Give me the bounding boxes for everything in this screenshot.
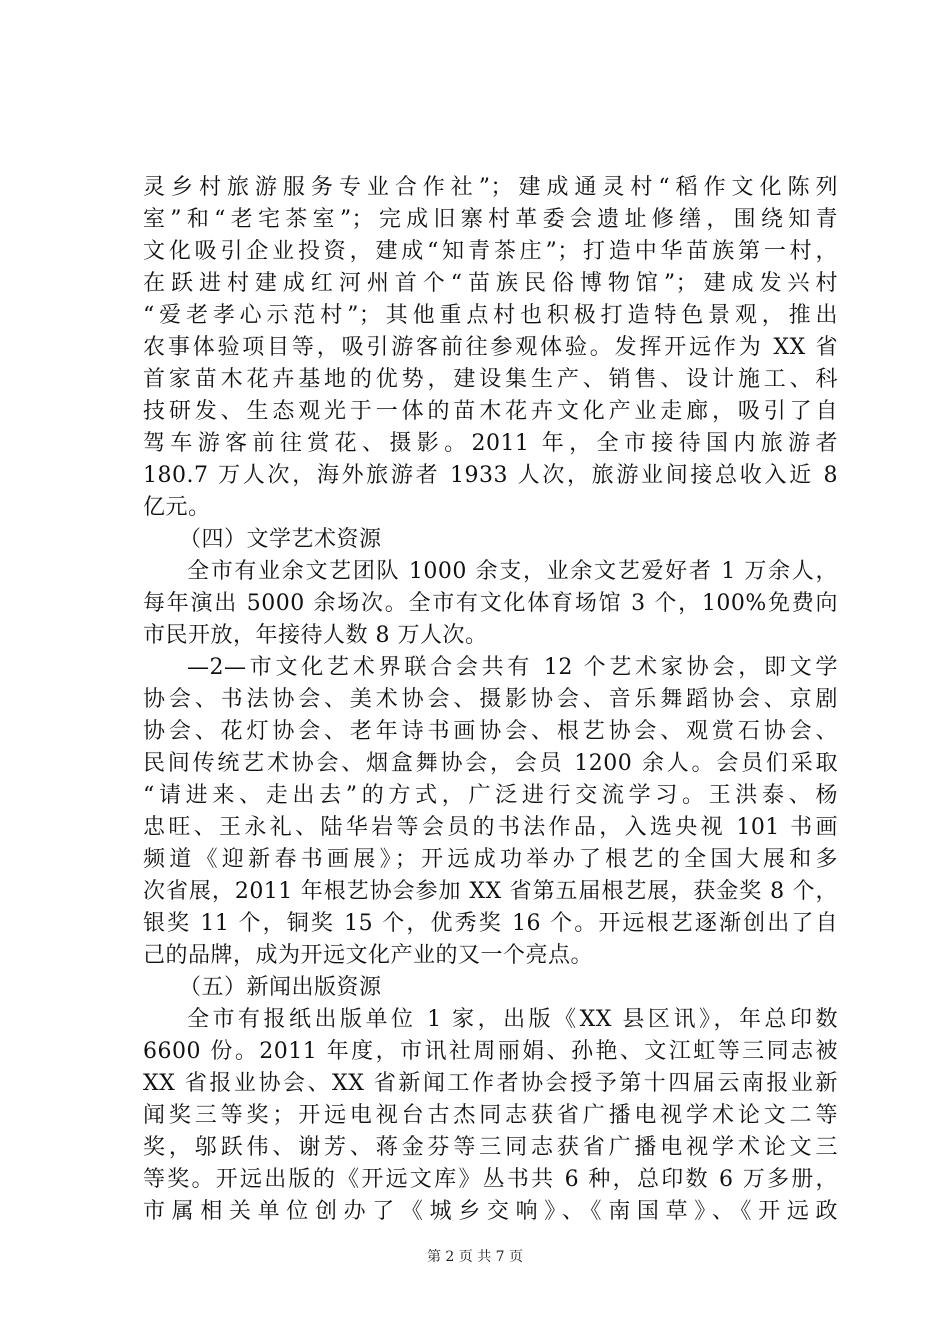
text-line: 首家苗木花卉基地的优势，建设集生产、销售、设计施工、科 [143, 367, 838, 392]
text-line: 灵乡村旅游服务专业合作社”；建成通灵村“稻作文化陈列 [143, 175, 838, 200]
text-line: “爱老孝心示范村”；其他重点村也积极打造特色景观，推出 [143, 303, 838, 328]
text-line: 闻奖三等奖；开远电视台古杰同志获省广播电视学术论文二等 [143, 1103, 838, 1128]
text-line: 室”和“老宅茶室”；完成旧寨村革委会遗址修缮，围绕知青 [143, 207, 838, 232]
text-line: 全市有报纸出版单位 1 家，出版《XX 县区讯》，年总印数 [187, 1007, 838, 1032]
text-line: 亿元。 [143, 495, 211, 520]
text-line: 民间传统艺术协会、烟盒舞协会，会员 1200 余人。会员们采取 [143, 751, 838, 776]
text-line: “请进来、走出去”的方式，广泛进行交流学习。王洪泰、杨 [143, 783, 838, 808]
text-line: 奖，邬跃伟、谢芳、蒋金芬等三同志获省广播电视学术论文三 [143, 1135, 838, 1160]
text-line: 每年演出 5000 余场次。全市有文化体育场馆 3 个，100%免费向 [143, 591, 838, 616]
text-line: 农事体验项目等，吸引游客前往参观体验。发挥开远作为 XX 省 [143, 335, 838, 360]
text-line: 全市有业余文艺团队 1000 余支，业余文艺爱好者 1 万余人， [187, 559, 838, 584]
section-heading: （五）新闻出版资源 [179, 975, 382, 1000]
text-line: —2—市文化艺术界联合会共有 12 个艺术家协会，即文学 [187, 655, 838, 680]
text-line: 市民开放，年接待人数 8 万人次。 [143, 623, 488, 648]
text-line: 驾车游客前往赏花、摄影。2011 年，全市接待国内旅游者 [143, 431, 838, 456]
text-line: 6600 份。2011 年度，市讯社周丽娟、孙艳、文江虹等三同志被 [143, 1039, 838, 1064]
text-line: 次省展，2011 年根艺协会参加 XX 省第五届根艺展，获金奖 8 个， [143, 879, 838, 904]
text-line: 技研发、生态观光于一体的苗木花卉文化产业走廊，吸引了自 [143, 399, 838, 424]
text-line: 忠旺、王永礼、陆华岩等会员的书法作品，入选央视 101 书画 [143, 815, 838, 840]
text-line: 协会、花灯协会、老年诗书画协会、根艺协会、观赏石协会、 [143, 719, 838, 744]
document-body [143, 172, 838, 1228]
text-line: 等奖。开远出版的《开远文库》丛书共 6 种，总印数 6 万多册， [143, 1167, 839, 1192]
page-footer: 第 2 页 共 7 页 [426, 1249, 524, 1265]
text-line: 频道《迎新春书画展》；开远成功举办了根艺的全国大展和多 [143, 847, 838, 872]
text-line: 银奖 11 个，铜奖 15 个，优秀奖 16 个。开远根艺逐渐创出了自 [143, 911, 838, 936]
text-line: 180.7 万人次，海外旅游者 1933 人次，旅游业间接总收入近 8 [143, 463, 838, 488]
text-line: XX 省报业协会、XX 省新闻工作者协会授予第十四届云南报业新 [143, 1071, 838, 1096]
text-line: 文化吸引企业投资，建成“知青茶庄”；打造中华苗族第一村， [143, 239, 838, 264]
text-line: 协会、书法协会、美术协会、摄影协会、音乐舞蹈协会、京剧 [143, 687, 838, 712]
text-line: 市属相关单位创办了《城乡交响》、《南国草》、《开远政 [143, 1199, 838, 1224]
section-heading: （四）文学艺术资源 [179, 527, 382, 552]
text-line: 己的品牌，成为开远文化产业的又一个亮点。 [143, 943, 594, 968]
text-line: 在跃进村建成红河州首个“苗族民俗博物馆”；建成发兴村 [143, 271, 838, 296]
